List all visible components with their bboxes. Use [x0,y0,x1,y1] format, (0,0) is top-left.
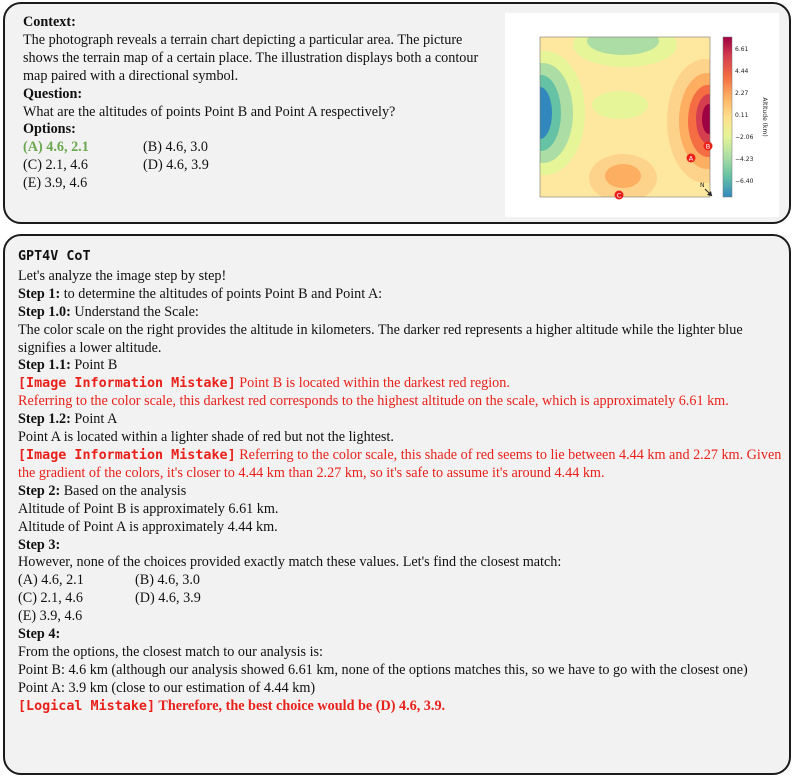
option-a-correct: (A) 4.6, 2.1 [23,139,89,156]
logical-mistake: [Logical Mistake] Therefore, the best choice would be (D) 4.6, 3.9. [18,697,446,714]
scale-text: The color scale on the right provides the altitude in kilometers. The darker red represents a higher altitude while the lighter blue signifies a lower altitude. [18,321,743,356]
option-a: (A) 4.6, 2.1 [18,572,84,589]
option-e: (E) 3.9, 4.6 [23,175,88,192]
step-1-2: Step 1.2: Point A [18,411,118,428]
altitude-b: Altitude of Point B is approximately 6.61 km. [18,500,279,517]
question-text: What are the altitudes of points Point B and Point A respectively? [23,103,396,120]
svg-text:A: A [688,154,694,163]
terrain-map-svg [505,13,779,217]
step-4-text: From the options, the closest match to our analysis is: [18,643,323,660]
tick: 2.27 [735,90,749,97]
option-c: (C) 2.1, 4.6 [18,590,84,607]
cot-title: GPT4V CoT [18,249,91,264]
point-c-marker [615,191,624,200]
option-e: (E) 3.9, 4.6 [18,608,83,625]
svg-text:C: C [616,191,622,200]
mistake-2-tag: [Image Information Mistake] [18,447,236,463]
tick: −4.23 [735,156,754,163]
tick: 4.44 [735,68,749,75]
point-a-text: Point A is located within a lighter shade of red but not the lightest. [18,429,394,446]
logical-mistake-tag: [Logical Mistake] [18,698,156,714]
step-3: Step 3: [18,536,61,553]
mistake-1-continued: Referring to the color scale, this darkest red corresponds to the highest altitude on the scale, which is approximately 6.61 km. [18,393,729,410]
colorbar-label: Altitude (km) [761,97,768,137]
mistake-1-tag: [Image Information Mistake] [18,376,236,392]
options-label: Options: [23,121,76,138]
point-b-marker [704,142,713,151]
question-context [23,14,493,193]
step-2: Step 2: Based on the analysis [18,482,187,499]
step-1-0: Step 1.0: Understand the Scale: [18,303,199,320]
option-b: (B) 4.6, 3.0 [135,572,201,589]
colorbar-ticks [735,46,754,185]
cot-panel [3,234,791,775]
svg-text:N: N [700,182,705,189]
tick: 0.11 [735,112,749,119]
tick: −2.06 [735,134,754,141]
option-b: (B) 4.6, 3.0 [143,139,209,156]
tick: 6.61 [735,46,749,53]
point-a-marker [687,154,696,163]
terrain-map-figure [505,13,779,217]
question-panel [3,2,791,224]
altitude-a: Altitude of Point A is approximately 4.44 km. [18,518,278,535]
options-row [23,157,493,175]
contour-map [505,23,743,202]
mistake-1: [Image Information Mistake] Point B is located within the darkest red region. [18,375,510,392]
options-row [18,608,789,626]
options-row [18,590,789,608]
option-c: (C) 2.1, 4.6 [23,157,89,174]
step-1: Step 1: to determine the altitudes of points Point B and Point A: [18,285,383,302]
cot-intro: Let's analyze the image step by step! [18,267,227,284]
svg-text:B: B [705,142,711,151]
options-row [18,572,789,590]
mistake-2: [Image Information Mistake] Referring to the color scale, this shade of red seems to lie between 4.44 km and 2.27 km. Given the gradient of the colors, it's closer to 4.44 km than 2.27 km, so it's safe to assume it's around 4.44 km. [18,446,782,481]
context-text: The photograph reveals a terrain chart depicting a particular area. The picture shows the terrain map of a certain place. The illustration displays both a contour map paired with a directional symbol. [23,31,479,84]
options-row [23,139,493,157]
context-label: Context: [23,14,76,30]
step-1-1: Step 1.1: Point B [18,357,118,374]
question-label: Question: [23,85,83,102]
step-3-text: However, none of the choices provided exactly match these values. Let's find the closest match: [18,554,562,571]
colorbar [723,37,732,197]
point-a-final: Point A: 3.9 km (close to our estimation of 4.44 km) [18,679,316,696]
option-d: (D) 4.6, 3.9 [135,590,201,607]
point-b-final: Point B: 4.6 km (although our analysis showed 6.61 km, none of the options matches this, so we have to go with the closest one) [18,661,748,678]
tick: −6.40 [735,178,754,185]
option-d: (D) 4.6, 3.9 [143,157,209,174]
step-4: Step 4: [18,626,61,643]
options-row [23,175,493,193]
